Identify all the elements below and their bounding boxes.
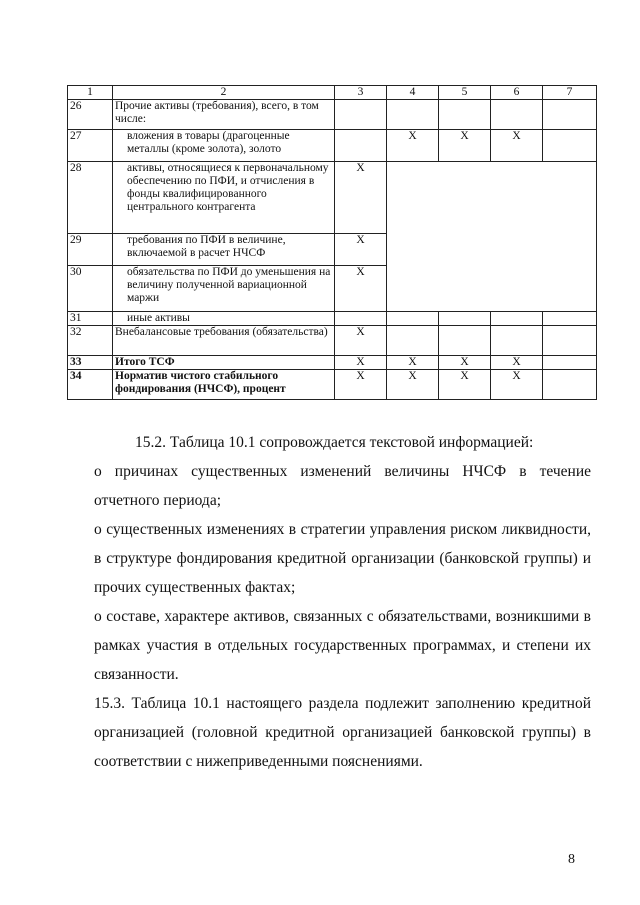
paragraph: 15.3. Таблица 10.1 настоящего раздела подлежит заполнению кредитной организацией (головной кредитной организацией банковской группы) в соответствии с нижеприведенными пояснениями. [94,695,591,770]
cell: X [387,370,439,400]
table-row [68,234,597,266]
table-row [68,100,597,130]
header-cell: 7 [543,86,597,100]
paragraph: о составе, характере активов, связанных с обязательствами, возникшими в рамках участия в отдельных государственных программах, и степени их связанности. [94,608,591,683]
cell: X [387,356,439,370]
header-cell: 2 [113,86,335,100]
cell [439,100,491,130]
cell: X [335,234,387,266]
paragraph: о причинах существенных изменений величины НЧСФ в течение отчетного периода; [94,463,591,509]
cell: X [491,130,543,162]
cell: X [439,356,491,370]
cell [543,100,597,130]
row-label: Прочие активы (требования), всего, в том числе: [113,100,335,130]
cell [335,312,387,326]
row-label: иные активы [113,312,335,326]
row-label: Норматив чистого стабильного фондирования (НЧСФ), процент [113,370,335,400]
merged-empty-cell [387,234,597,266]
merged-empty-cell [387,266,597,312]
table-row [68,130,597,162]
cell [387,326,439,356]
header-cell: 4 [387,86,439,100]
cell [387,100,439,130]
cell: X [439,370,491,400]
table-row [68,312,597,326]
cell [335,130,387,162]
header-cell: 6 [491,86,543,100]
table-row [68,356,597,370]
merged-empty-cell [387,162,597,234]
table-row [68,326,597,356]
cell [439,312,491,326]
row-number: 26 [68,100,113,130]
cell: X [335,326,387,356]
paragraph: 15.2. Таблица 10.1 сопровождается текстовой информацией: [135,434,534,451]
row-number: 28 [68,162,113,234]
cell: X [491,356,543,370]
row-number: 31 [68,312,113,326]
cell: X [387,130,439,162]
header-cell: 3 [335,86,387,100]
header-cell: 1 [68,86,113,100]
row-number: 27 [68,130,113,162]
cell [491,100,543,130]
body-text [94,428,591,776]
table-row [68,162,597,234]
cell [543,356,597,370]
row-label: активы, относящиеся к первоначальному обеспечению по ПФИ, и отчисления в фонды квалифицированного центрального контрагента [113,162,335,234]
data-table [67,85,597,400]
cell [335,100,387,130]
cell [543,326,597,356]
header-cell: 5 [439,86,491,100]
row-label: Внебалансовые требования (обязательства) [113,326,335,356]
paragraph: о существенных изменениях в стратегии управления риском ликвидности, в структуре фондирования кредитной организации (банковской группы) и прочих существенных фактах; [94,521,591,596]
row-number: 32 [68,326,113,356]
cell: X [491,370,543,400]
cell [543,312,597,326]
row-label: требования по ПФИ в величине, включаемой в расчет НЧСФ [113,234,335,266]
row-number: 34 [68,370,113,400]
cell [543,370,597,400]
table-header-row [68,86,597,100]
row-number: 29 [68,234,113,266]
cell [439,326,491,356]
page-number: 8 [568,852,575,867]
cell: X [335,370,387,400]
cell: X [335,162,387,234]
row-number: 30 [68,266,113,312]
row-label: вложения в товары (драгоценные металлы (кроме золота), золото [113,130,335,162]
cell [491,312,543,326]
table-row [68,266,597,312]
row-label: Итого ТСФ [113,356,335,370]
row-label: обязательства по ПФИ до уменьшения на величину полученной вариационной маржи [113,266,335,312]
cell: X [335,266,387,312]
table-row [68,370,597,400]
cell [543,130,597,162]
cell [387,312,439,326]
row-number: 33 [68,356,113,370]
cell: X [439,130,491,162]
cell: X [335,356,387,370]
cell [491,326,543,356]
